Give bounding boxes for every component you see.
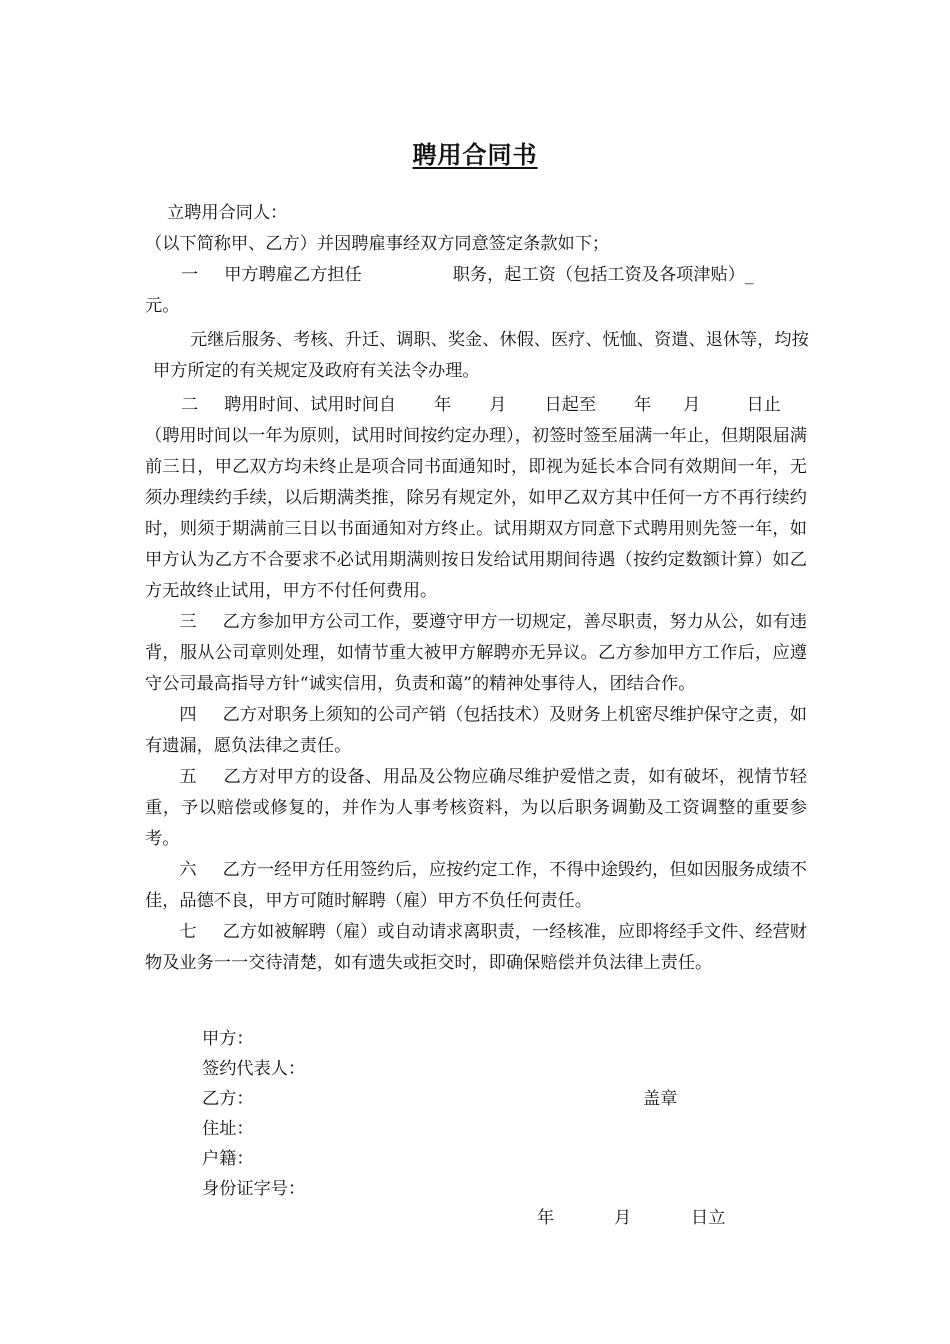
signature-address: 住址： xyxy=(202,1119,254,1139)
clause-1-duty-line-2: 甲方所定的有关规定及政府有关法令办理。 xyxy=(153,361,480,381)
clause-6-number: 六 xyxy=(179,860,197,880)
clause-1-duty-line-1: 元继后服务、考核、升迁、调职、奖金、休假、医疗、怃恤、资遣、退休等，均按 xyxy=(190,330,809,350)
signature-id-number: 身份证字号： xyxy=(202,1179,306,1199)
intro-party: 立聘用合同人： xyxy=(167,203,288,223)
clause-5 xyxy=(145,762,807,855)
clause-5-text: 乙方对甲方的设备、用品及公物应确尽维护爱惜之责，如有破坏，视情节轻重，予以赔偿或修复的，并作为人事考核资料，为以后职务调勤及工资调整的重要参考。 xyxy=(145,767,807,849)
clause-1-unit: 元。 xyxy=(145,296,180,316)
clause-3-number: 三 xyxy=(179,612,197,632)
clause-5-number: 五 xyxy=(179,767,198,787)
clause-7-text: 乙方如被解聘（雇）或自动请求离职责，一经核准，应即将经手文件、经营财物及业务一一交待清楚，如有遗失或拒交时，即确保赔偿并负法律上责任。 xyxy=(145,922,807,973)
clause-7 xyxy=(145,917,807,979)
signature-seal: 盖章 xyxy=(643,1089,678,1109)
clause-2-heading xyxy=(145,390,807,421)
clause-2-end-day: 日止 xyxy=(746,395,781,415)
clause-6-text: 乙方一经甲方任用签约后，应按约定工作，不得中途毁约，但如因服务成绩不佳，品德不良，甲方可随时解聘（雇）甲方不负任何责任。 xyxy=(145,860,807,911)
clause-2-body: （聘用时间以一年为原则，试用时间按约定办理），初签时签至届满一年止，但期限届满前三日，甲乙双方均未终止是项合同书面通知时，即视为延长本合同有效期间一年，无须办理续约手续，以后期满类推，除另有规定外，如甲乙双方其中任何一方不再行续约时，则须于期满前三日以书面通知对方终止。试用期双方同意下式聘用则先签一年，如甲方认为乙方不合要求不必试用期满则按日发给试用期间待遇（按约定数额计算）如乙方无故终止试用，甲方不付任何费用。 xyxy=(145,426,807,601)
clause-2-start-month: 月 xyxy=(489,395,507,415)
signature-representative: 签约代表人： xyxy=(202,1059,306,1079)
clause-6 xyxy=(145,855,807,917)
clause-2-number: 二 xyxy=(181,395,199,415)
clause-2-end-month: 月 xyxy=(683,395,701,415)
clause-7-number: 七 xyxy=(179,922,197,942)
clause-1-number: 一 xyxy=(181,265,199,285)
clause-4 xyxy=(145,700,807,762)
signature-household: 户籍： xyxy=(202,1149,254,1169)
clause-2-end-year: 年 xyxy=(634,395,652,415)
clause-3-text: 乙方参加甲方公司工作，要遵守甲方一切规定，善尽职责，努力从公，如有违背，服从公司章则处理，如情节重大被甲方解聘亦无异议。乙方参加甲方工作后，应遵守公司最高指导方针“诚实信用，负责和蔼”的精神处事待人，团结合作。 xyxy=(145,612,807,694)
clause-4-number: 四 xyxy=(179,705,197,725)
clause-1-text-b: 职务，起工资（包括工资及各项津贴）_ xyxy=(452,265,754,285)
signature-date-day: 日立 xyxy=(691,1208,726,1228)
clause-1-text-a: 甲方聘雇乙方担任 xyxy=(224,265,362,285)
signature-party-b: 乙方： xyxy=(202,1089,254,1109)
clause-4-text: 乙方对职务上须知的公司产销（包括技术）及财务上机密尽维护保守之责，如有遗漏，愿负法律之责任。 xyxy=(145,705,807,756)
signature-date-month: 月 xyxy=(614,1208,632,1228)
signature-party-a: 甲方： xyxy=(202,1029,254,1049)
clause-1 xyxy=(145,260,807,291)
intro-description: （以下简称甲、乙方）并因聘雇事经双方同意签定条款如下； xyxy=(145,234,610,254)
clause-2-start-day: 日起至 xyxy=(544,395,597,415)
signature-date-year: 年 xyxy=(537,1208,555,1228)
contract-body xyxy=(145,198,807,979)
document-title: 聘用合同书 xyxy=(412,141,538,169)
clause-2-start-year: 年 xyxy=(434,395,452,415)
clause-2-lead: 聘用时间、试用时间自 xyxy=(224,395,397,415)
clause-3 xyxy=(145,607,807,700)
